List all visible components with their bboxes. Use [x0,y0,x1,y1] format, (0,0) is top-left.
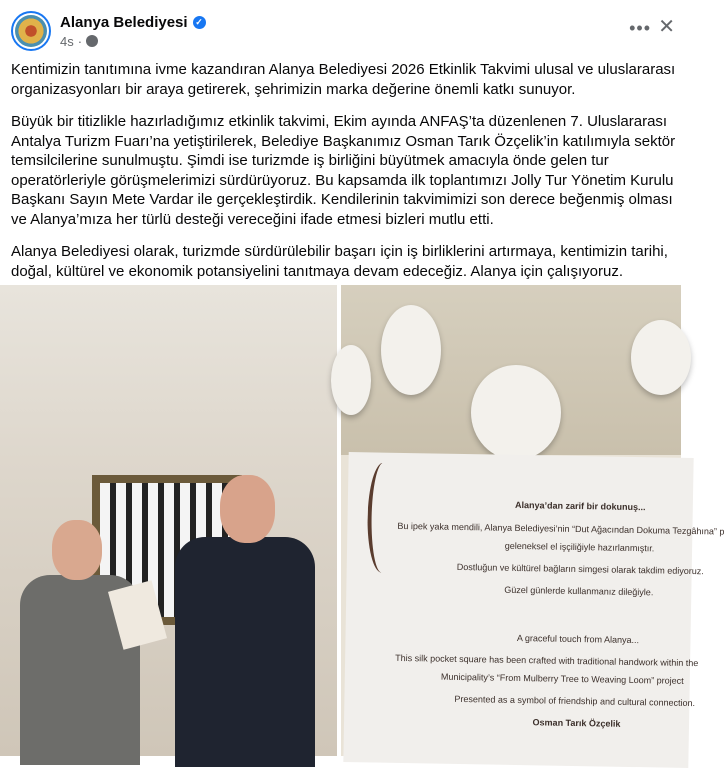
gift-card [343,452,725,768]
person-right [175,475,315,765]
silk-cocoon [631,320,691,395]
more-options-icon[interactable]: ••• [629,18,651,38]
card-line: Presented as a symbol of friendship and cultural connection. [454,693,696,709]
card-line: Alanya’dan zarif bir dokunuş... [514,499,646,513]
post-header [11,11,206,51]
silk-cocoon [471,365,561,460]
card-line: Municipality’s “From Mulberry Tree to Weaving Loom” project [440,671,684,686]
photo-meeting[interactable] [0,285,337,756]
author-name[interactable]: Alanya Belediyesi [60,13,188,31]
card-line: A graceful touch from Alanya... [516,632,640,646]
silk-cocoon [381,305,441,395]
close-icon[interactable]: ✕ [658,16,675,38]
verified-badge-icon: ✓ [193,16,206,29]
ornament-icon [367,462,399,573]
post-time[interactable]: 4s [60,33,74,49]
card-line: Dostluğun ve kültürel bağların simgesi olarak takdim ediyoruz. [456,561,704,577]
card-line: This silk pocket square has been crafted with traditional handwork within the [395,652,699,669]
card-line: Bu ipek yaka mendili, Alanya Belediyesi’nin “Dut Ağacından Dokuma Tezgâhına” p [397,520,725,537]
paragraph: Büyük bir titizlikle hazırladığımız etkinlik takvimi, Ekim ayında ANFAŞ’ta düzenlenen 7. Uluslararası Antalya Turizm Fuarı’na yetiştirilerek, Belediye Başkanımız Osman Tarık Özçelik’in katılımıyla sektör temsilcilerine sunulmuştu. Şimdi ise turizmde iş birliğini büyütmek amacıyla önde gelen tur operatörleriyle görüşmelerimizi sürdürüyoruz. Bu kapsamda ilk toplantımızı Jolly Tur Yönetim Kurulu Başkanı Sayın Mete Vardar ile gerçekleştirdik. Kendilerinin takvimimizi son derece beğenmiş olması ve Alanya’mıza her türlü desteği vereceğini ifade etmesi bizleri mutlu etti. [11,113,676,228]
silk-cocoon [331,345,371,415]
separator: · [77,33,83,49]
post-text [11,60,676,294]
paragraph: Kentimizin tanıtımına ivme kazandıran Alanya Belediyesi 2026 Etkinlik Takvimi ulusal ve uluslararası organizasyonları bir araya getirerek, şehrimizin marka değerine önemli katkı sunuyor. [11,61,676,98]
photo-card[interactable] [341,285,725,756]
card-line: Osman Tarık Özçelik [532,717,621,729]
paragraph: Alanya Belediyesi olarak, turizmde sürdürülebilir başarı için iş birliklerini artırmaya, kentimizin tarihi, doğal, kültürel ve ekonomik potansiyelini tanıtmaya devam edeceğiz. Alanya için çalışıyoruz. [11,243,668,280]
page-avatar[interactable] [11,11,51,51]
card-line: geleneksel el işçiliğiyle hazırlanmıştır. [504,540,655,554]
municipality-logo-icon [15,15,47,47]
card-line: Güzel günlerde kullanmanız dileğiyle. [504,584,654,598]
globe-icon[interactable] [86,35,98,47]
